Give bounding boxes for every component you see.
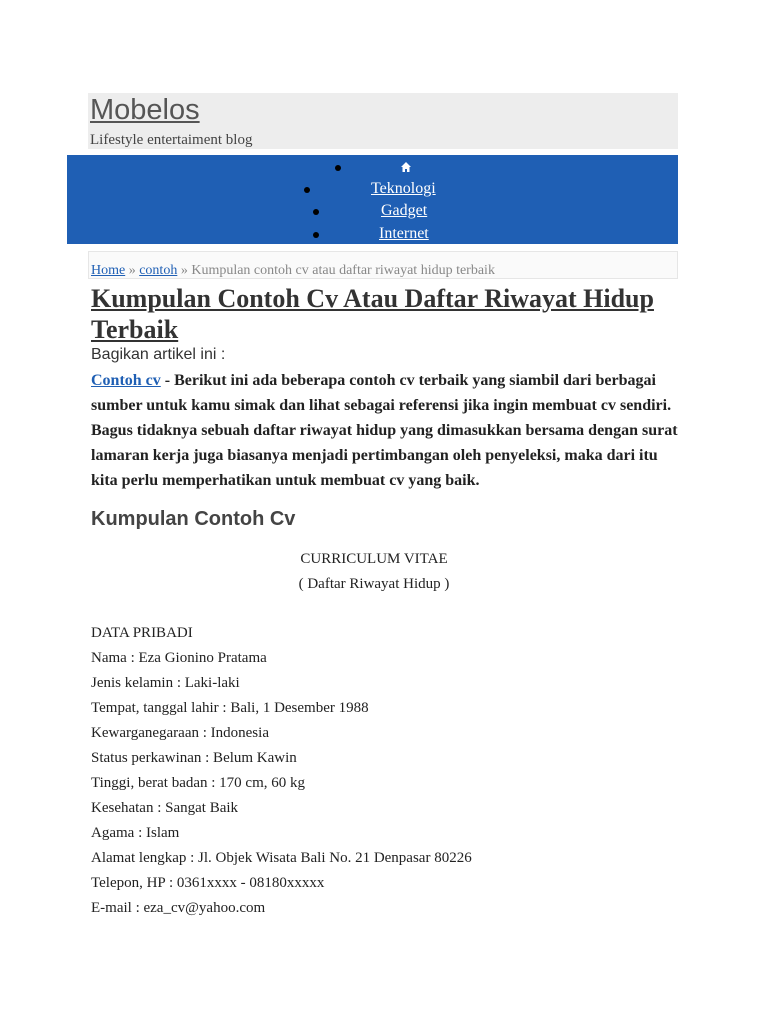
- cv-line: Nama : Eza Gionino Pratama: [91, 650, 267, 666]
- nav-item-gadget[interactable]: Gadget: [381, 202, 428, 219]
- cv-line: Tinggi, berat badan : 170 cm, 60 kg: [91, 775, 306, 791]
- cv-line: Telepon, HP : 0361xxxx - 08180xxxxx: [91, 875, 325, 891]
- breadcrumb-separator: »: [180, 263, 188, 278]
- share-label: Bagikan artikel ini :: [91, 346, 226, 363]
- cv-line: Kewarganegaraan : Indonesia: [91, 725, 269, 741]
- cv-line: E-mail : eza_cv@yahoo.com: [91, 900, 266, 916]
- home-icon[interactable]: [400, 160, 412, 172]
- site-tagline: Lifestyle entertaiment blog: [90, 132, 253, 148]
- breadcrumb-category[interactable]: contoh: [139, 263, 178, 278]
- nav-item-internet[interactable]: Internet: [379, 225, 429, 242]
- site-header: [88, 93, 678, 149]
- post-title[interactable]: Kumpulan Contoh Cv Atau Daftar Riwayat Hidup Terbaik: [91, 284, 654, 344]
- cv-line: Alamat lengkap : Jl. Objek Wisata Bali No. 21 Denpasar 80226: [91, 850, 472, 866]
- cv-personal-data: [91, 621, 651, 921]
- site-title-link[interactable]: Mobelos: [90, 94, 200, 126]
- nav-bullet: [313, 209, 319, 215]
- intro-keyword-link[interactable]: Contoh cv: [91, 372, 161, 389]
- breadcrumb-separator: »: [128, 263, 136, 278]
- intro-paragraph: [91, 368, 686, 493]
- cv-line: Kesehatan : Sangat Baik: [91, 800, 239, 816]
- main-nav: [67, 155, 678, 244]
- breadcrumb: [88, 251, 678, 279]
- breadcrumb-home[interactable]: Home: [91, 263, 126, 278]
- nav-bullet: [335, 165, 341, 171]
- nav-item-teknologi[interactable]: Teknologi: [371, 180, 436, 197]
- cv-line: Agama : Islam: [91, 825, 180, 841]
- section-heading: Kumpulan Contoh Cv: [91, 508, 296, 530]
- cv-title: CURRICULUM VITAE: [300, 551, 448, 567]
- cv-line: Status perkawinan : Belum Kawin: [91, 750, 297, 766]
- cv-section-heading: DATA PRIBADI: [91, 625, 193, 641]
- cv-line: Tempat, tanggal lahir : Bali, 1 Desember 1988: [91, 700, 369, 716]
- breadcrumb-current: Kumpulan contoh cv atau daftar riwayat hidup terbaik: [191, 263, 495, 278]
- nav-bullet: [313, 232, 319, 238]
- nav-bullet: [304, 187, 310, 193]
- cv-subtitle: ( Daftar Riwayat Hidup ): [298, 576, 450, 592]
- cv-line: Jenis kelamin : Laki-laki: [91, 675, 240, 691]
- intro-text: - Berikut ini ada beberapa contoh cv terbaik yang siambil dari berbagai sumber untuk kamu simak dan lihat sebagai referensi jika ingin membuat cv sendiri. Bagus tidaknya sebuah daftar riwayat hidup yang dimasukkan bersama dengan surat lamaran kerja juga biasanya menjadi pertimbangan oleh penyeleksi, maka dari itu kita perlu memperhatikan untuk membuat cv yang baik.: [91, 372, 678, 489]
